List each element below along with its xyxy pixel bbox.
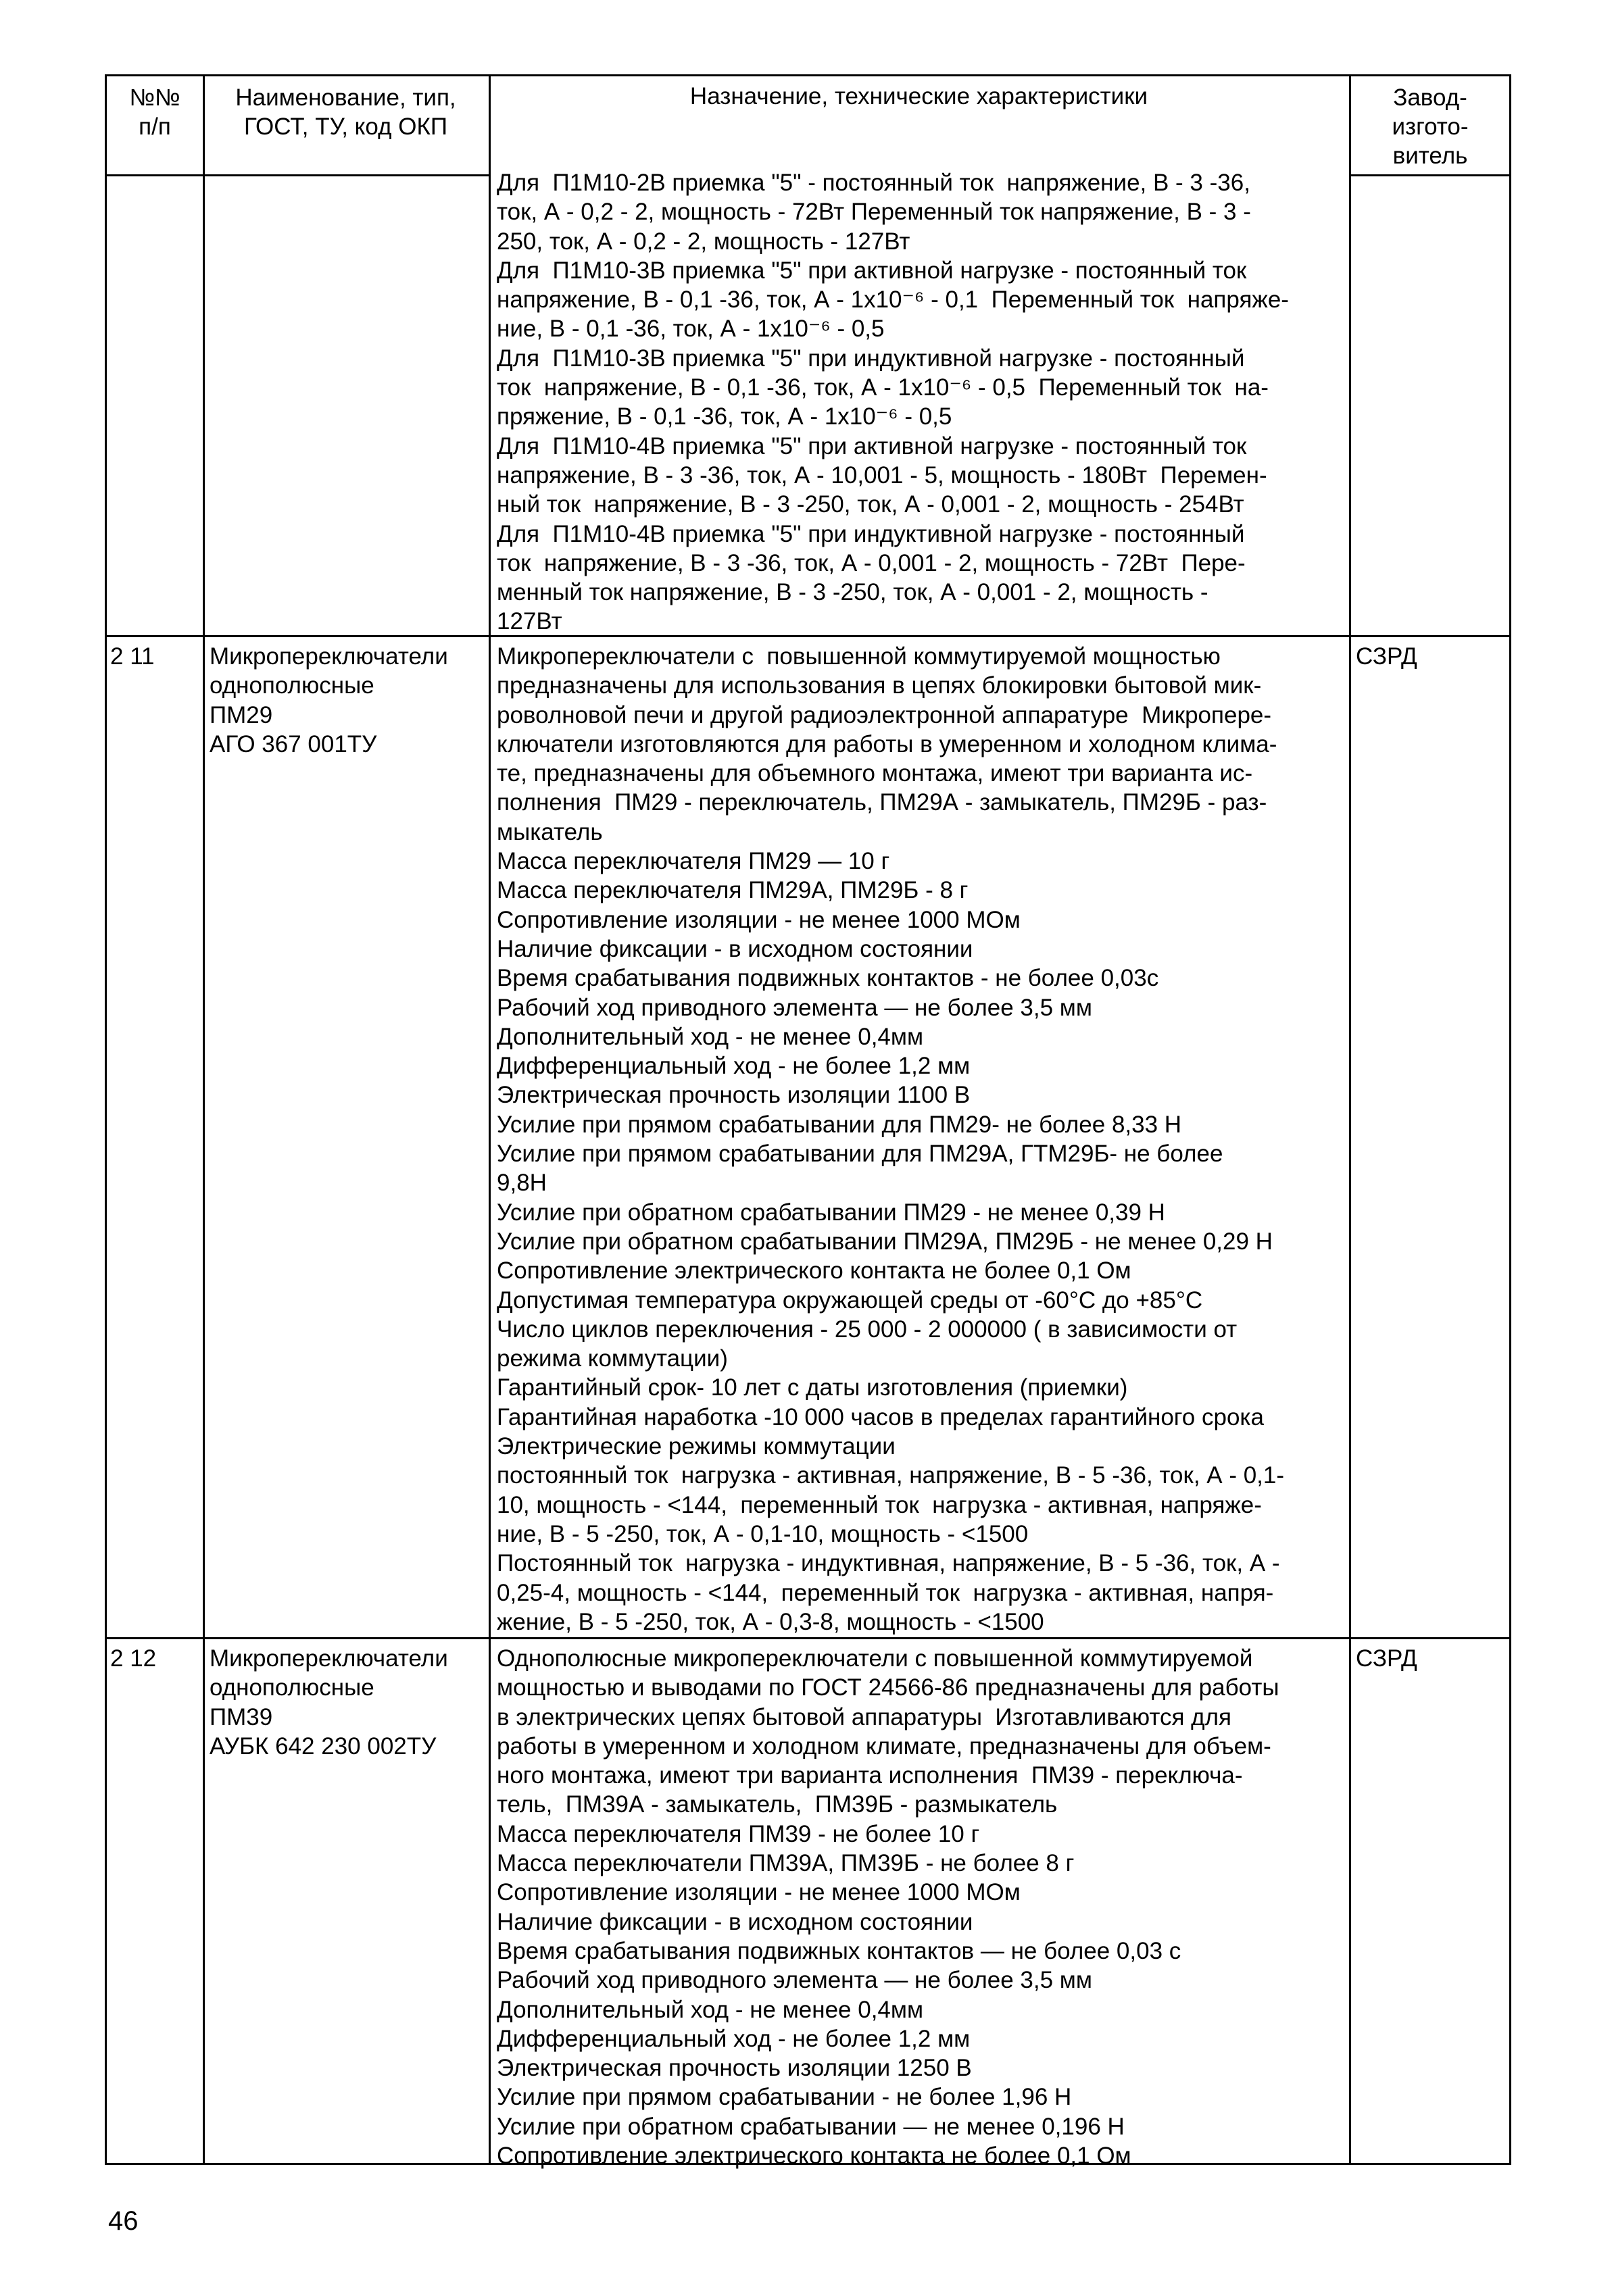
row-description: Микропереключатели с повышенной коммутируемой мощностью предназначены для использования в цепях блокировки бытовой мик- роволновой печи и другой радиоэлектронной аппаратуре Микропере- ключатели изготовляются для работы в умеренном и холодном клима- те, предназначены для объемного монтажа, имеют три варианта ис- полнения ПМ29 - переключатель, ПМ29А - замыкатель, ПМ29Б - раз- мыкатель Масса переключателя ПМ29 — 10 г Масса переключателя ПМ29А, ПМ29Б - 8 г Сопротивление изоляции - не менее 1000 МОм Наличие фиксации - в исходном состоянии Время срабатывания подвижных контактов - не более 0,03с Рабочий ход приводного элемента — не более 3,5 мм Дополнительный ход - не менее 0,4мм Дифференциальный ход - не более 1,2 мм Электрическая прочность изоляции 1100 В Усилие при прямом срабатывании для ПМ29- не более 8,33 Н Усилие при прямом срабатывании для ПМ29А, ГТМ29Б- не более 9,8Н Усилие при обратном срабатывании ПМ29 - не менее 0,39 Н Усилие при обратном срабатывании ПМ29А, ПМ29Б - не менее 0,29 Н Сопротивление электрического контакта не более 0,1 Ом Допустимая температура окружающей среды от -60°С до +85°С Число циклов переключения - 25 000 - 2 000000 ( в зависимости от режима коммутации) Гарантийный срок- 10 лет с даты изготовления (приемки) Гарантийная наработка -10 000 часов в пределах гарантийного срока Электрические режимы коммутации постоянный ток нагрузка - активная, напряжение, В - 5 -36, ток, А - 0,1- 10, мощность - <144, переменный ток нагрузка - активная, напряже- ние, В - 5 -250, ток, А - 0,1-10, мощность - <1500 Постоянный ток нагрузка - индуктивная, напряжение, В - 5 -36, ток, А - 0,25-4, мощность - <144, переменный ток нагрузка - активная, напря- жение, В - 5 -250, ток, А - 0,3-8, мощность - <1500 — [497, 643, 1285, 1635]
header-description: Назначение, технические характеристики — [689, 83, 1148, 109]
row-description: Однополюсные микропереключатели с повышенной коммутируемой мощностью и выводами по ГОСТ 24566-86 предназначены для работы в электрических цепях бытовой аппаратуры Изготавливаются для работы в умеренном и холодном климате, предназначены для объем- ного монтажа, имеют три варианта исполнения ПМ39 - переключа- тель, ПМ39А - замыкатель, ПМ39Б - размыкатель Масса переключателя ПМ39 - не более 10 г Масса переключатели ПМ39А, ПМ39Б - не более 8 г Сопротивление изоляции - не менее 1000 МОм Наличие фиксации - в исходном состоянии Время срабатывания подвижных контактов — не более 0,03 с Рабочий ход приводного элемента — не более 3,5 мм Дополнительный ход - не менее 0,4мм Дифференциальный ход - не более 1,2 мм Электрическая прочность изоляции 1250 В Усилие при прямом срабатывании - не более 1,96 Н Усилие при обратном срабатывании — не менее 0,196 Н Сопротивление электрического контакта не более 0,1 Ом — [497, 1645, 1279, 2170]
row-number: 2 12 — [110, 1645, 157, 1672]
row-number: 2 11 — [110, 643, 155, 670]
header-factory: Завод- изгото- витель — [1392, 84, 1469, 169]
col-divider-3 — [1349, 76, 1351, 2163]
header-name: Наименование, тип, ГОСТ, ТУ, код ОКП — [235, 84, 456, 140]
col-divider-2 — [489, 76, 491, 2163]
row-factory: СЗРД — [1356, 643, 1417, 670]
row-name: Микропереключатели однополюсные ПМ29 АГО 367 001ТУ — [210, 643, 448, 757]
page-number: 46 — [108, 2206, 139, 2236]
row-divider-2 — [107, 1637, 1511, 1639]
row-continuation-description: Для П1М10-2В приемка "5" - постоянный ток напряжение, В - 3 -36, ток, А - 0,2 - 2, мощность - 72Вт Переменный ток напряжение, В - 3 - 250, ток, А - 0,2 - 2, мощность - 127Вт Для П1М10-3В приемка "5" при активной нагрузке - постоянный ток напряжение, В - 0,1 -36, ток, А - 1x10⁻⁶ - 0,1 Переменный ток напряже- ние, В - 0,1 -36, ток, А - 1x10⁻⁶ - 0,5 Для П1М10-3В приемка "5" при индуктивной нагрузке - постоянный ток напряжение, В - 0,1 -36, ток, А - 1x10⁻⁶ - 0,5 Переменный ток на- пряжение, В - 0,1 -36, ток, А - 1x10⁻⁶ - 0,5 Для П1М10-4В приемка "5" при активной нагрузке - постоянный ток напряжение, В - 3 -36, ток, А - 10,001 - 5, мощность - 180Вт Перемен- ный ток напряжение, В - 3 -250, ток, А - 0,001 - 2, мощность - 254Вт Для П1М10-4В приемка "5" при индуктивной нагрузке - постоянный ток напряжение, В - 3 -36, ток, А - 0,001 - 2, мощность - 72Вт Пере- менный ток напряжение, В - 3 -250, ток, А - 0,001 - 2, мощность - 127Вт — [497, 170, 1289, 635]
header-number: №№ п/п — [129, 84, 180, 140]
col-divider-1 — [203, 76, 205, 2163]
spec-table — [105, 74, 1511, 2170]
row-name: Микропереключатели однополюсные ПМ39 АУБК 642 230 002ТУ — [210, 1645, 448, 1760]
row-factory: СЗРД — [1356, 1645, 1417, 1672]
header-bottom-line — [107, 174, 489, 176]
header-bottom-line-factory — [1349, 174, 1511, 176]
